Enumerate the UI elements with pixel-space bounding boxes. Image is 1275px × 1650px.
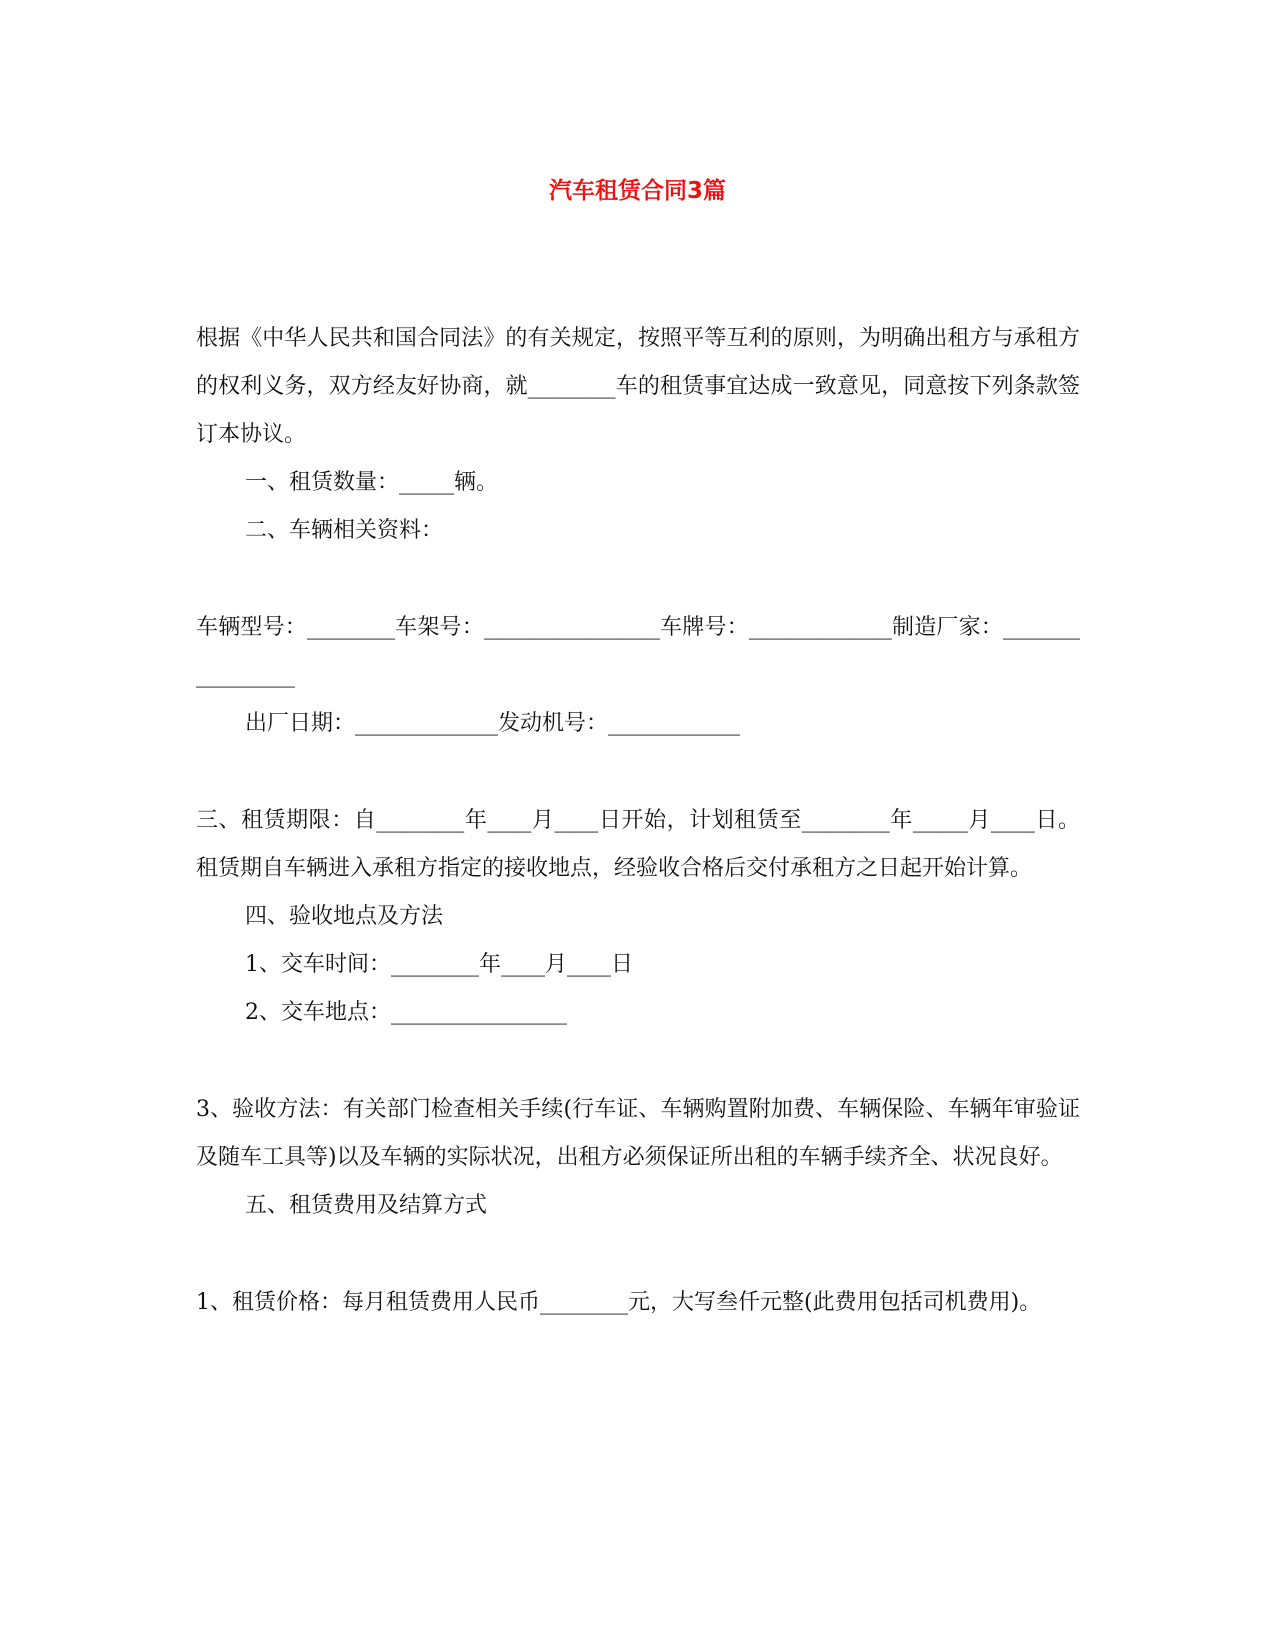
spacer	[196, 1037, 1080, 1086]
vehicle-date-engine-fields: 出厂日期：_____________发动机号：____________	[245, 711, 741, 736]
clause-acceptance-heading: 四、验收地点及方法	[245, 904, 444, 929]
acceptance-delivery-time: 1、交车时间：________年____月____日	[245, 952, 633, 977]
rental-price: 1、租赁价格：每月租赁费用人民币________元，大写叁仟元整(此费用包括司机费用)。	[196, 1290, 1042, 1315]
clause-vehicle-info-heading: 二、车辆相关资料：	[245, 518, 444, 543]
document-title: 汽车租赁合同3篇	[548, 178, 726, 204]
spacer	[196, 1230, 1080, 1279]
clause-rental-period: 三、租赁期限：自________年____月____日开始，计划租赁至________年_____月____日。租赁期自车辆进入承租方指定的接收地点，经验收合格后交付承租方之日起开始计算。	[196, 808, 1080, 881]
document-body	[196, 315, 1080, 1327]
acceptance-method: 3、验收方法：有关部门检查相关手续(行车证、车辆购置附加费、车辆保险、车辆年审验证及随车工具等)以及车辆的实际状况，出租方必须保证所出租的车辆手续齐全、状况良好。	[196, 1097, 1080, 1170]
vehicle-info-fields: 车辆型号：________车架号：________________车牌号：_____________制造厂家：________________	[196, 615, 1080, 688]
clause-fees-heading: 五、租赁费用及结算方式	[245, 1193, 488, 1218]
spacer	[196, 555, 1080, 604]
intro-paragraph: 根据《中华人民共和国合同法》的有关规定，按照平等互利的原则，为明确出租方与承租方的权利义务，双方经友好协商，就________车的租赁事宜达成一致意见，同意按下列条款签订本协议。	[196, 326, 1080, 447]
clause-rental-quantity: 一、租赁数量：_____辆。	[245, 470, 499, 495]
spacer	[196, 748, 1080, 797]
acceptance-delivery-place: 2、交车地点：________________	[245, 1000, 567, 1025]
